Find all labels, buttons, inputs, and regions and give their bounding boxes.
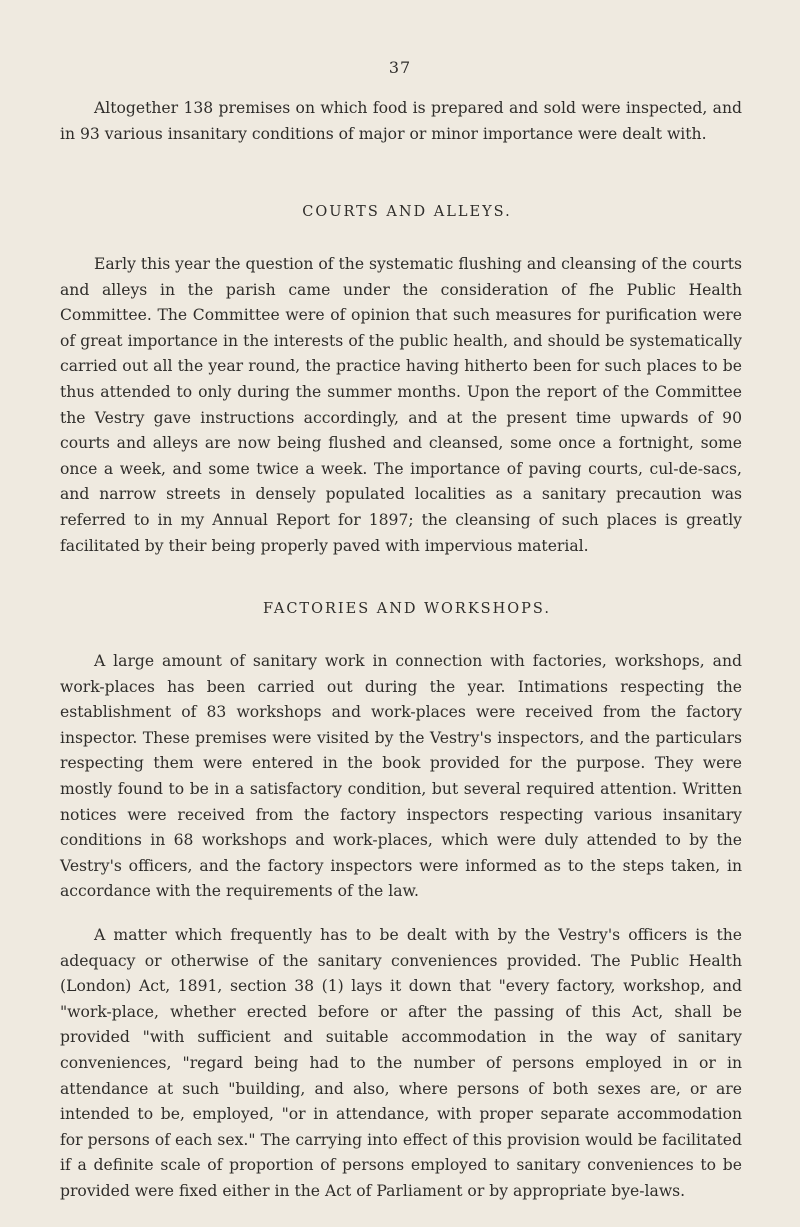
factories-and-workshops-heading: FACTORIES AND WORKSHOPS. [263, 601, 551, 617]
factories-paragraph: A large amount of sanitary work in connection with factories, workshops, and work-places has been carried out during the year. Intimations respecting the establishment of 83 workshops and work-places were received from the factory inspector. These premises were visited by the Vestry's inspectors, and the particulars respecting them were entered in the book provided for the purpose. They were mostly found to be in a satisfactory condition, but several required attention. Written notices were received from the factory inspectors respecting various insanitary conditions in 68 workshops and work-places, which were duly attended to by the Vestry's officers, and the factory inspectors were informed as to the steps taken, in accordance with the requirements of the law. [60, 652, 742, 901]
sanitary-conveniences-paragraph: A matter which frequently has to be dealt with by the Vestry's officers is the adequacy or otherwise of the sanitary conveniences provided. The Public Health (London) Act, 1891, section 38 (1) lays it down that "every factory, workshop, and "work-place, whether erected before or after the passing of this Act, shall be provided "with sufficient and suitable accommodation in the way of sanitary conveniences, "regard being had to the number of persons employed in or in attendance at such "building, and also, where persons of both sexes are, or are intended to be, employed, "or in attendance, with proper separate accommodation for persons of each sex." The carrying into effect of this provision would be facilitated if a definite scale of proportion of persons employed to sanitary conveniences to be provided were fixed either in the Act of Parliament or by appropriate bye-laws. [60, 926, 742, 1200]
courts-and-alleys-paragraph: Early this year the question of the systematic flushing and cleansing of the courts and alleys in the parish came under the consideration of fhe Public Health Committee. The Committee were of opinion that such measures for purification were of great importance in the interests of the public health, and should be systematically carried out all the year round, the practice having hitherto been for such places to be thus attended to only during the summer months. Upon the report of the Committee the Vestry gave instructions accordingly, and at the present time upwards of 90 courts and alleys are now being flushed and cleansed, some once a fortnight, some once a week, and some twice a week. The importance of paving courts, cul-de-sacs, and narrow streets in densely populated localities as a sanitary precaution was referred to in my Annual Report for 1897; the cleansing of such places is greatly facilitated by their being properly paved with impervious material. [60, 255, 742, 555]
page-number: 37 [388, 58, 412, 77]
courts-and-alleys-heading: COURTS AND ALLEYS. [302, 204, 512, 220]
intro-paragraph: Altogether 138 premises on which food is prepared and sold were inspected, and in 93 various insanitary conditions of major or minor importance were dealt with. [60, 99, 742, 143]
